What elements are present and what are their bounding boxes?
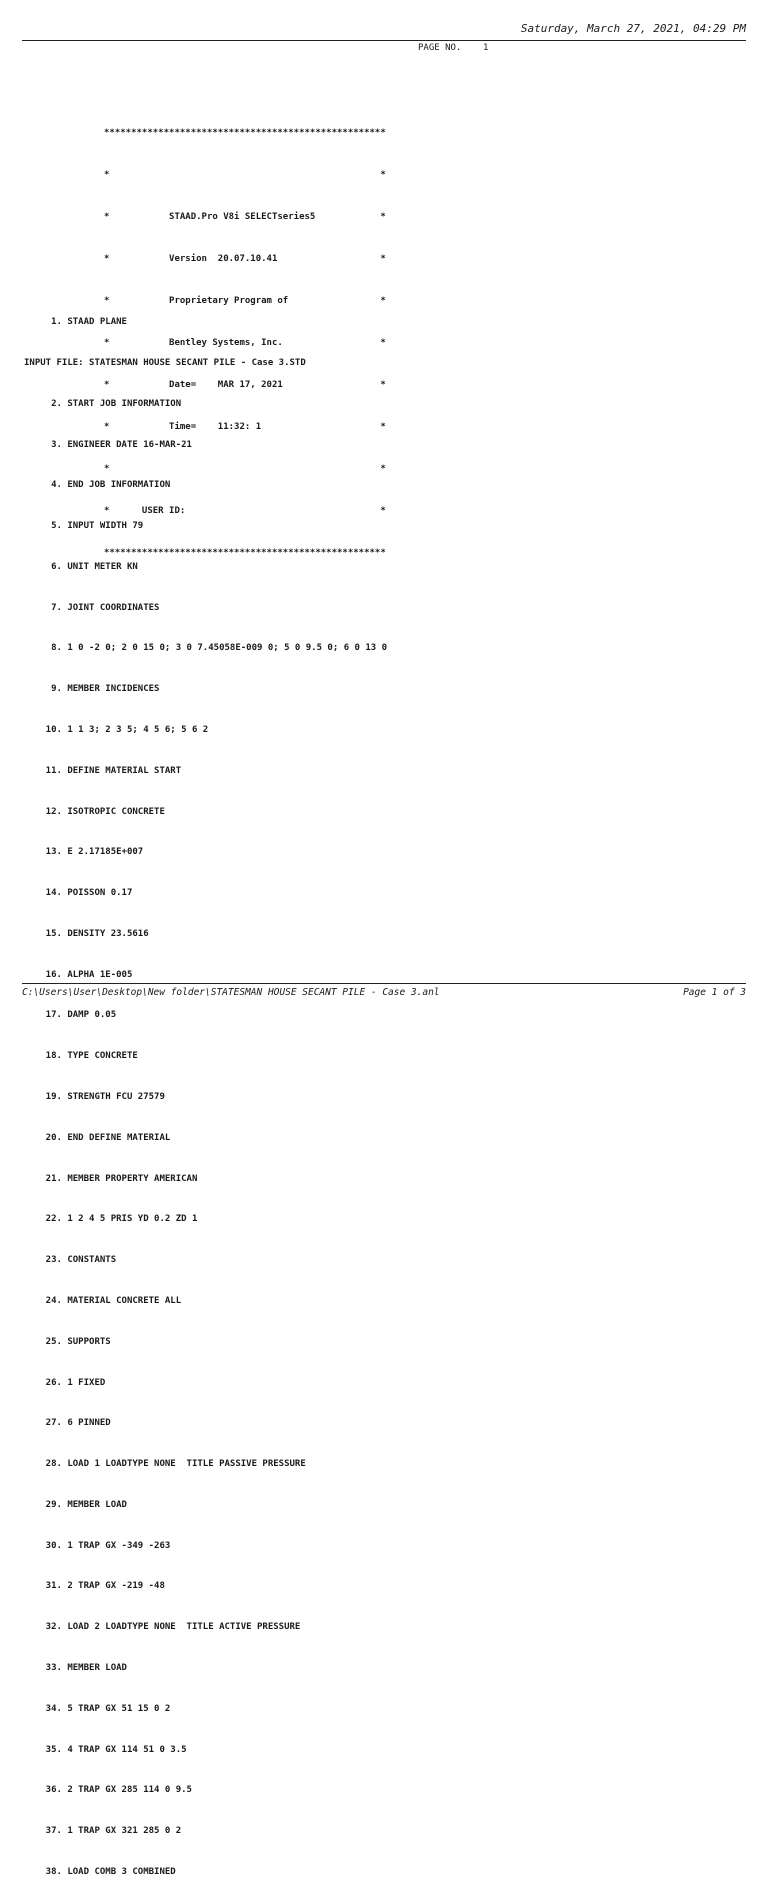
listing-line: 24. MATERIAL CONCRETE ALL — [24, 1295, 182, 1306]
listing-line: 6. UNIT METER KN — [24, 561, 138, 572]
banner-line: * Date= MAR 17, 2021 * — [104, 380, 386, 390]
listing-line: 1. STAAD PLANE — [24, 317, 127, 328]
banner-line: * Time= 11:32: 1 * — [104, 422, 386, 432]
listing-line: 21. MEMBER PROPERTY AMERICAN — [24, 1173, 198, 1184]
banner-line: * * — [104, 464, 386, 474]
print-datetime: Saturday, March 27, 2021, 04:29 PM — [520, 22, 746, 35]
listing-line: 38. LOAD COMB 3 COMBINED — [24, 1866, 176, 1877]
listing-line: 12. ISOTROPIC CONCRETE — [24, 806, 165, 817]
header-divider — [22, 40, 746, 41]
footer-file-path: C:\Users\User\Desktop\New folder\STATESMAN HOUSE SECANT PILE - Case 3.anl — [22, 987, 440, 998]
listing-line: 9. MEMBER INCIDENCES — [24, 684, 160, 695]
banner-line: **************************************************** — [104, 548, 386, 558]
banner-line: * USER ID: * — [104, 506, 386, 516]
listing-line: 36. 2 TRAP GX 285 114 0 9.5 — [24, 1785, 192, 1796]
footer-divider — [22, 983, 746, 984]
listing-line: 5. INPUT WIDTH 79 — [24, 521, 144, 532]
listing-line: 33. MEMBER LOAD — [24, 1662, 127, 1673]
listing-line: 13. E 2.17185E+007 — [24, 847, 144, 858]
listing-line: 2. START JOB INFORMATION — [24, 398, 182, 409]
listing-line: 11. DEFINE MATERIAL START — [24, 765, 182, 776]
listing-line: 4. END JOB INFORMATION — [24, 480, 171, 491]
input-listing — [24, 289, 387, 1893]
listing-line: 28. LOAD 1 LOADTYPE NONE TITLE PASSIVE PRESSURE — [24, 1459, 306, 1470]
banner-line: * Bentley Systems, Inc. * — [104, 338, 386, 348]
listing-line: 22. 1 2 4 5 PRIS YD 0.2 ZD 1 — [24, 1214, 198, 1225]
listing-line: 10. 1 1 3; 2 3 5; 4 5 6; 5 6 2 — [24, 725, 209, 735]
banner-line: * STAAD.Pro V8i SELECTseries5 * — [104, 212, 386, 222]
listing-line: 37. 1 TRAP GX 321 285 0 2 — [24, 1826, 182, 1837]
listing-line: 25. SUPPORTS — [24, 1336, 111, 1347]
listing-line: 20. END DEFINE MATERIAL — [24, 1132, 171, 1143]
listing-line: 31. 2 TRAP GX -219 -48 — [24, 1581, 165, 1592]
banner-line: **************************************************** — [104, 128, 386, 138]
listing-line: 30. 1 TRAP GX -349 -263 — [24, 1540, 171, 1551]
listing-line: 18. TYPE CONCRETE — [24, 1051, 138, 1062]
footer-page-count: Page 1 of 3 — [683, 987, 746, 998]
banner-line: * Version 20.07.10.41 * — [104, 254, 386, 264]
listing-line: 16. ALPHA 1E-005 — [24, 969, 133, 980]
listing-line: 8. 1 0 -2 0; 2 0 15 0; 3 0 7.45058E-009 0; 5 0 9.5 0; 6 0 13 0 — [24, 643, 388, 654]
listing-line: 34. 5 TRAP GX 51 15 0 2 — [24, 1703, 171, 1714]
banner-line: * * — [104, 170, 386, 180]
listing-line: 26. 1 FIXED — [24, 1377, 106, 1388]
listing-line: 27. 6 PINNED — [24, 1418, 111, 1429]
listing-line: 29. MEMBER LOAD — [24, 1499, 127, 1510]
banner-line: * Proprietary Program of * — [104, 296, 386, 306]
listing-line: INPUT FILE: STATESMAN HOUSE SECANT PILE - Case 3.STD — [24, 357, 306, 368]
page-number-label: PAGE NO. 1 — [418, 43, 489, 53]
listing-line: 7. JOINT COORDINATES — [24, 602, 160, 613]
listing-line: 19. STRENGTH FCU 27579 — [24, 1092, 165, 1103]
listing-line: 17. DAMP 0.05 — [24, 1010, 117, 1021]
listing-line: 35. 4 TRAP GX 114 51 0 3.5 — [24, 1744, 187, 1755]
listing-line: 32. LOAD 2 LOADTYPE NONE TITLE ACTIVE PRESSURE — [24, 1622, 301, 1633]
listing-line: 3. ENGINEER DATE 16-MAR-21 — [24, 439, 192, 450]
listing-line: 23. CONSTANTS — [24, 1255, 117, 1266]
listing-line: 14. POISSON 0.17 — [24, 888, 133, 899]
listing-line: 15. DENSITY 23.5616 — [24, 928, 149, 939]
